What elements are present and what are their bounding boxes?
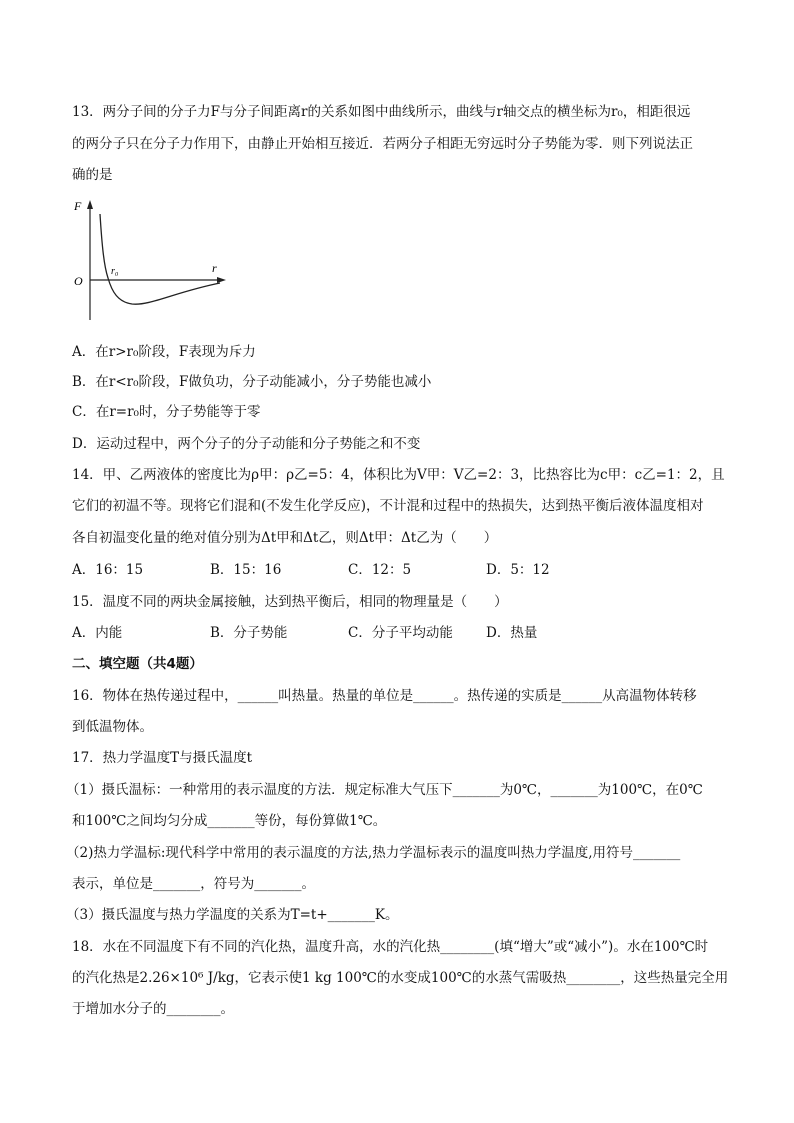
q13-option-a: A．在r>r₀阶段，F表现为斥力 — [72, 344, 256, 360]
q15-option-c: C．分子平均动能 — [348, 625, 453, 641]
q14-option-d: D．5：12 — [486, 562, 550, 578]
q17-text-line-3: 和100℃之间均匀分成_______等份，每份算做1℃。 — [72, 813, 387, 829]
q15-option-a: A．内能 — [72, 625, 123, 641]
q18-text-line-2: 的汽化热是2.26×10⁶ J/kg，它表示使1 kg 100℃的水变成100℃的水蒸气需吸热________，这些热量完全用 — [72, 970, 729, 986]
q14-options — [72, 560, 672, 580]
origin-label: O — [74, 274, 83, 288]
force-curve — [100, 214, 220, 304]
q15-option-b: B．分子势能 — [210, 625, 288, 641]
q13-option-b: B．在r<r₀阶段，F做负功，分子动能减小，分子势能也减小 — [72, 374, 432, 390]
y-axis-label: F — [74, 199, 82, 213]
q13-text-line-1: 13．两分子间的分子力F与分子间距离r的关系如图中曲线所示，曲线与r轴交点的横坐标为r₀，相距很远 — [72, 104, 691, 120]
q14-option-b: B．15：16 — [210, 562, 282, 578]
section-title-fill-in: 二、填空题（共4题） — [72, 656, 203, 672]
q17-text-line-5: 表示，单位是_______，符号为_______。 — [72, 876, 315, 892]
q15-option-d: D．热量 — [486, 625, 538, 641]
q13-option-c: C．在r=r₀时，分子势能等于零 — [72, 404, 261, 420]
q16-text-line-2: 到低温物体。 — [72, 719, 153, 735]
q14-option-c: C．12：5 — [348, 562, 412, 578]
q16-text-line-1: 16．物体在热传递过程中，______叫热量。热量的单位是______。热传递的实质是______从高温物体转移 — [72, 688, 697, 704]
y-axis-arrow-icon — [87, 200, 93, 209]
r0-label: r₀ — [111, 266, 119, 277]
force-distance-graph — [70, 196, 230, 324]
q17-text-line-4: （2)热力学温标:现代科学中常用的表示温度的方法,热力学温标表示的温度叫热力学温度,用符号_______ — [66, 845, 681, 861]
q14-option-a: A．16：15 — [72, 562, 144, 578]
q13-text-line-3: 确的是 — [72, 167, 113, 183]
q17-text-line-6: （3）摄氏温度与热力学温度的关系为T=t+_______K。 — [66, 907, 399, 923]
x-axis-arrow-icon — [217, 277, 226, 283]
q14-text-line-2: 它们的初温不等。现将它们混和(不发生化学反应)，不计混和过程中的热损失，达到热平衡后液体温度相对 — [72, 498, 704, 514]
q13-text-line-2: 的两分子只在分子力作用下，由静止开始相互接近．若两分子相距无穷远时分子势能为零．则下列说法正 — [72, 136, 693, 152]
q15-options — [72, 623, 672, 643]
q18-text-line-1: 18．水在不同温度下有不同的汽化热，温度升高，水的汽化热________(填“增大”或“减小”)。水在100℃时 — [72, 939, 709, 955]
q17-text-line-2: （1）摄氏温标：一种常用的表示温度的方法．规定标准大气压下_______为0℃，_______为100℃，在0℃ — [66, 782, 703, 798]
q17-text-line-1: 17．热力学温度T与摄氏温度t — [72, 750, 253, 766]
q15-text-line-1: 15．温度不同的两块金属接触，达到热平衡后，相同的物理量是（ ） — [72, 594, 508, 610]
x-axis-label: r — [212, 261, 217, 275]
q18-text-line-3: 于增加水分子的________。 — [72, 1001, 234, 1017]
q14-text-line-3: 各自初温变化量的绝对值分别为Δt甲和Δt乙，则Δt甲：Δt乙为（ ） — [72, 530, 498, 546]
q14-text-line-1: 14．甲、乙两液体的密度比为ρ甲：ρ乙=5：4，体积比为V甲：V乙=2：3，比热容比为c甲：c乙=1：2，且 — [72, 467, 725, 483]
q13-option-d: D．运动过程中，两个分子的分子动能和分子势能之和不变 — [72, 436, 421, 452]
